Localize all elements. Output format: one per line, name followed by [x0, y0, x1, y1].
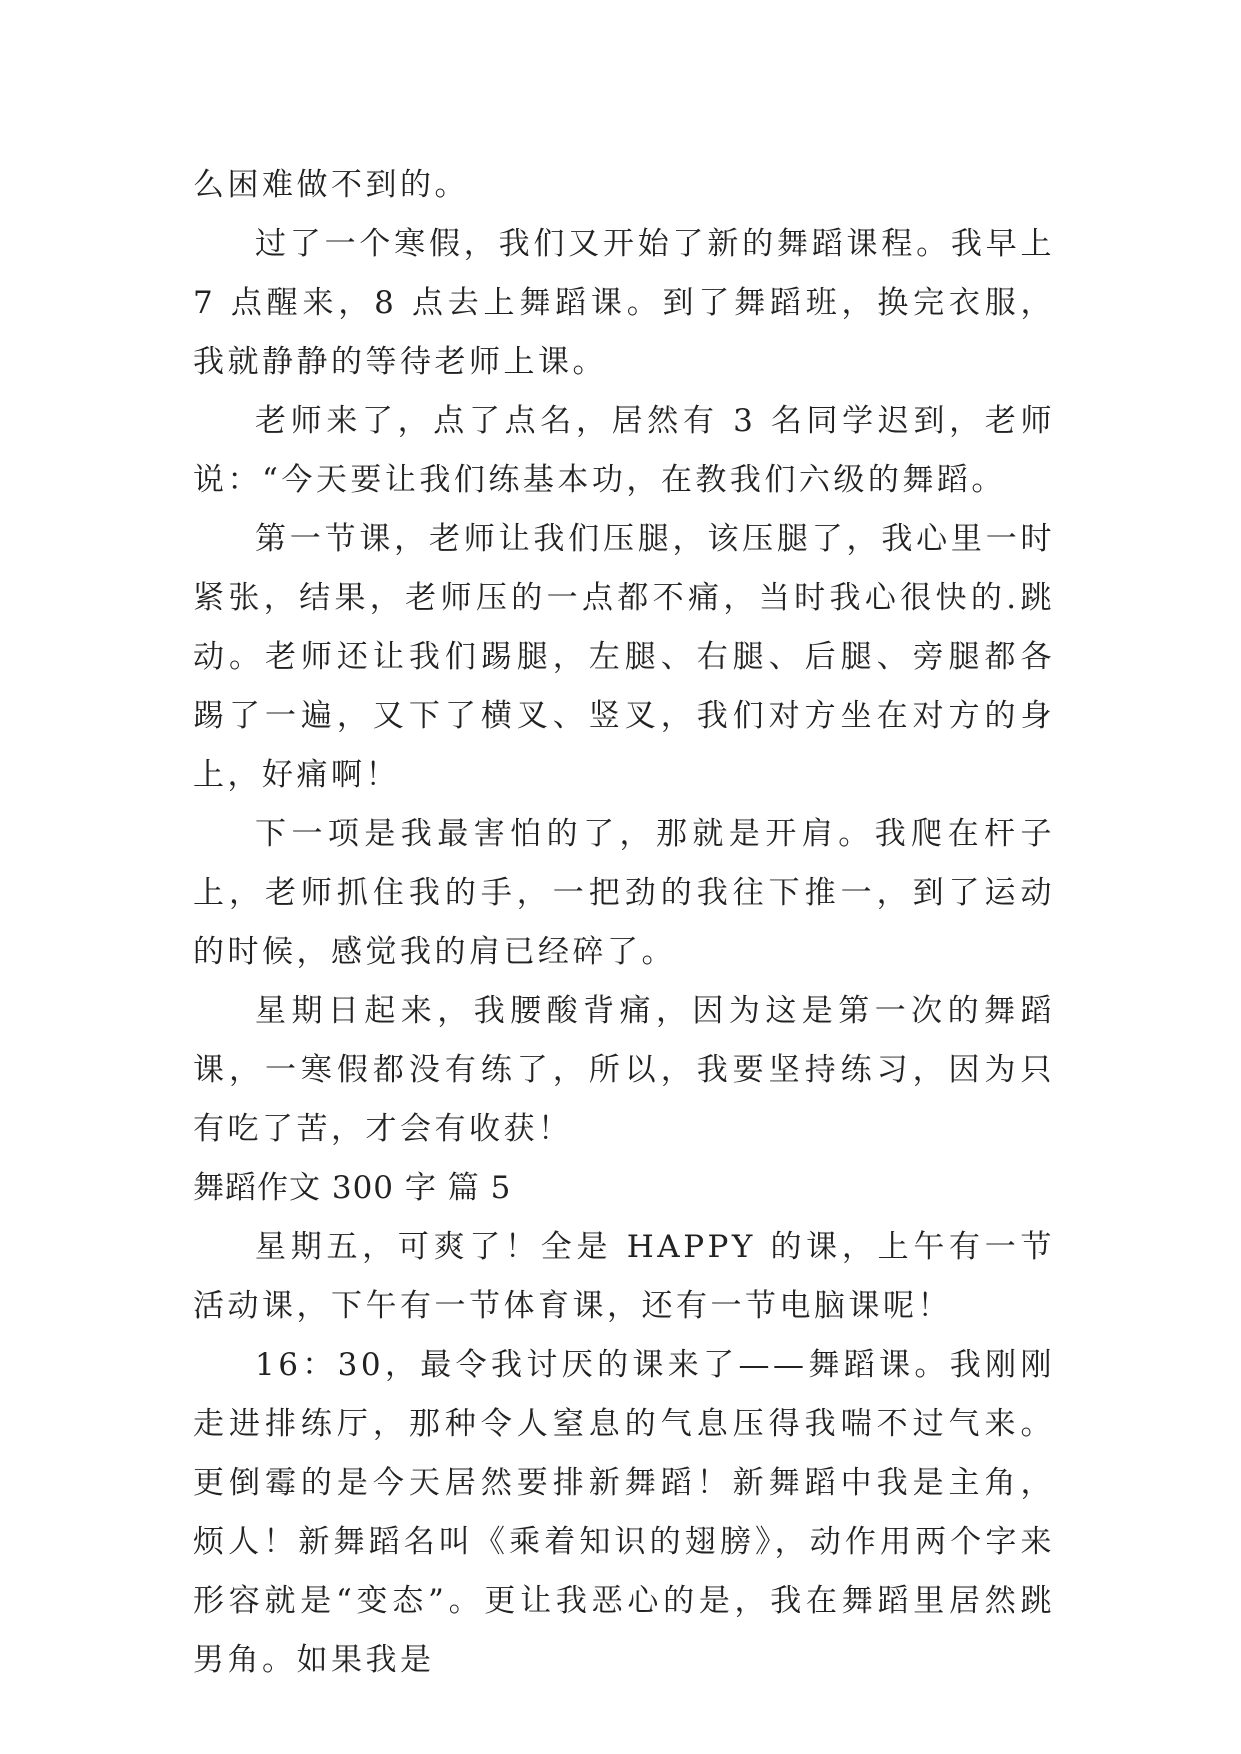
- paragraph: 老师来了，点了点名，居然有 3 名同学迟到，老师说：“今天要让我们练基本功，在教我们六级的舞蹈。: [193, 403, 1055, 498]
- paragraph: 第一节课，老师让我们压腿，该压腿了，我心里一时紧张，结果，老师压的一点都不痛，当时我心很快的.跳动。老师还让我们踢腿，左腿、右腿、后腿、旁腿都各踢了一遍，又下了横叉、竖叉，我们对方坐在对方的身上，好痛啊！: [193, 521, 1055, 793]
- section-heading: 舞蹈作文 300 字 篇 5: [193, 1170, 512, 1206]
- paragraph: 星期五，可爽了！全是 HAPPY 的课，上午有一节活动课，下午有一节体育课，还有一节电脑课呢！: [193, 1229, 1055, 1324]
- document-body: [193, 156, 1055, 1690]
- paragraph: 下一项是我最害怕的了，那就是开肩。我爬在杆子上，老师抓住我的手，一把劲的我往下推一，到了运动的时候，感觉我的肩已经碎了。: [193, 816, 1055, 970]
- paragraph: 过了一个寒假，我们又开始了新的舞蹈课程。我早上 7 点醒来，8 点去上舞蹈课。到了舞蹈班，换完衣服，我就静静的等待老师上课。: [193, 226, 1055, 380]
- paragraph-continuation: 么困难做不到的。: [193, 167, 469, 203]
- paragraph: 16：30，最令我讨厌的课来了——舞蹈课。我刚刚走进排练厅，那种令人窒息的气息压得我喘不过气来。更倒霉的是今天居然要排新舞蹈！新舞蹈中我是主角，烦人！新舞蹈名叫《乘着知识的翅膀》，动作用两个字来形容就是“变态”。更让我恶心的是，我在舞蹈里居然跳男角。如果我是: [193, 1347, 1055, 1678]
- paragraph: 星期日起来，我腰酸背痛，因为这是第一次的舞蹈课，一寒假都没有练了，所以，我要坚持练习，因为只有吃了苦，才会有收获！: [193, 993, 1055, 1147]
